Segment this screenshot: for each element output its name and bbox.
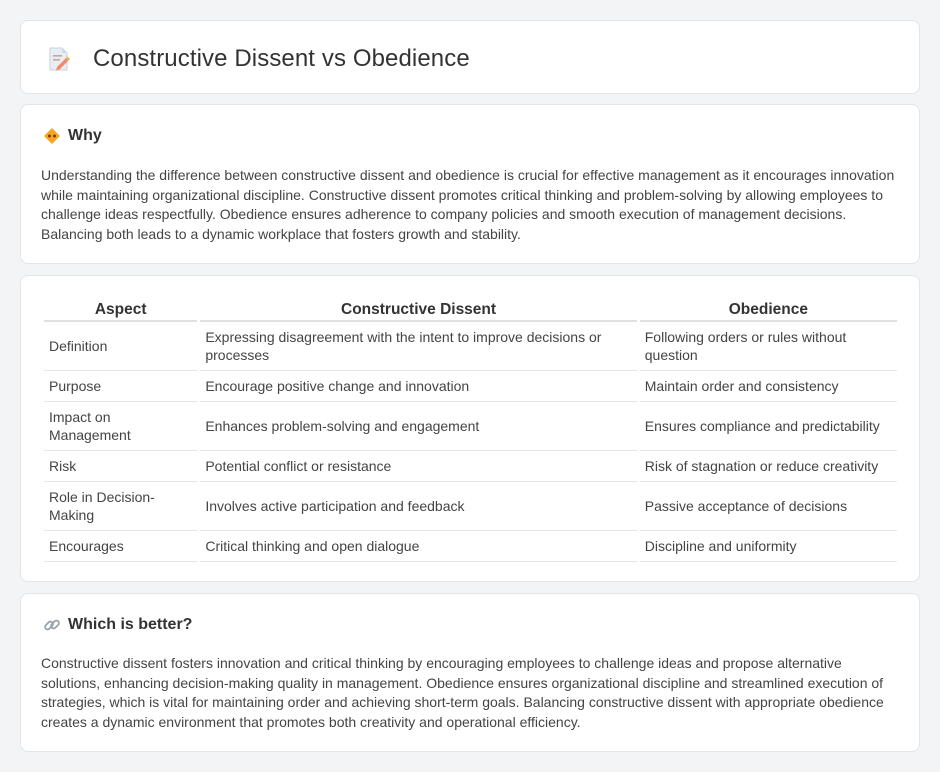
table-cell: Discipline and uniformity xyxy=(640,531,897,562)
why-body: Understanding the difference between constructive dissent and obedience is crucial for effective management as it encourages innovation while maintaining organizational discipline. Constructive dissent promotes critical thinking and problem-solving by allowing employees to challenge ideas respectfully. Obedience ensures adherence to company policies and smooth execution of management decisions. Balancing both leads to a dynamic workplace that fosters growth and stability. xyxy=(41,167,895,242)
table-row xyxy=(44,402,897,451)
better-title: Which is better? xyxy=(68,616,193,633)
page-title: Constructive Dissent vs Obedience xyxy=(93,45,470,72)
document-edit-icon xyxy=(47,46,71,72)
link-icon xyxy=(43,616,61,634)
header-card xyxy=(20,20,920,94)
better-section-head xyxy=(43,616,192,634)
better-body: Constructive dissent fosters innovation and critical thinking by encouraging employees to challenge ideas and propose alternative solutions, enhancing decision-making quality in management. Obedience ensures organizational discipline and streamlined execution of strategies, which is vital for maintaining order and achieving short-term goals. Balancing constructive dissent with appropriate obedience creates a dynamic environment that promotes both creativity and operational efficiency. xyxy=(41,655,884,730)
table-cell: Potential conflict or resistance xyxy=(200,451,636,482)
why-section-head xyxy=(43,127,102,145)
table-cell: Purpose xyxy=(44,371,197,402)
table-cell: Impact on Management xyxy=(44,402,197,451)
table-cell: Expressing disagreement with the intent to improve decisions or processes xyxy=(200,322,636,371)
table-cell: Encourages xyxy=(44,531,197,562)
table-row xyxy=(44,482,897,531)
column-header-aspect: Aspect xyxy=(44,295,197,322)
table-cell: Risk xyxy=(44,451,197,482)
table-cell: Encourage positive change and innovation xyxy=(200,371,636,402)
column-header-constructive-dissent: Constructive Dissent xyxy=(200,295,636,322)
table-cell: Critical thinking and open dialogue xyxy=(200,531,636,562)
which-is-better-card xyxy=(20,593,920,752)
table-cell: Maintain order and consistency xyxy=(640,371,897,402)
diamond-sign-icon xyxy=(43,127,61,145)
table-row xyxy=(44,371,897,402)
table-cell: Involves active participation and feedback xyxy=(200,482,636,531)
why-title: Why xyxy=(68,127,102,144)
table-cell: Definition xyxy=(44,322,197,371)
table-row xyxy=(44,531,897,562)
table-cell: Following orders or rules without question xyxy=(640,322,897,371)
table-cell: Risk of stagnation or reduce creativity xyxy=(640,451,897,482)
table-cell: Passive acceptance of decisions xyxy=(640,482,897,531)
table-cell: Role in Decision-Making xyxy=(44,482,197,531)
comparison-table xyxy=(41,295,900,562)
table-row xyxy=(44,451,897,482)
column-header-obedience: Obedience xyxy=(640,295,897,322)
table-row xyxy=(44,322,897,371)
why-card xyxy=(20,104,920,264)
comparison-card xyxy=(20,275,920,582)
table-cell: Enhances problem-solving and engagement xyxy=(200,402,636,451)
table-header-row xyxy=(44,295,897,322)
table-cell: Ensures compliance and predictability xyxy=(640,402,897,451)
title-row xyxy=(47,45,470,73)
